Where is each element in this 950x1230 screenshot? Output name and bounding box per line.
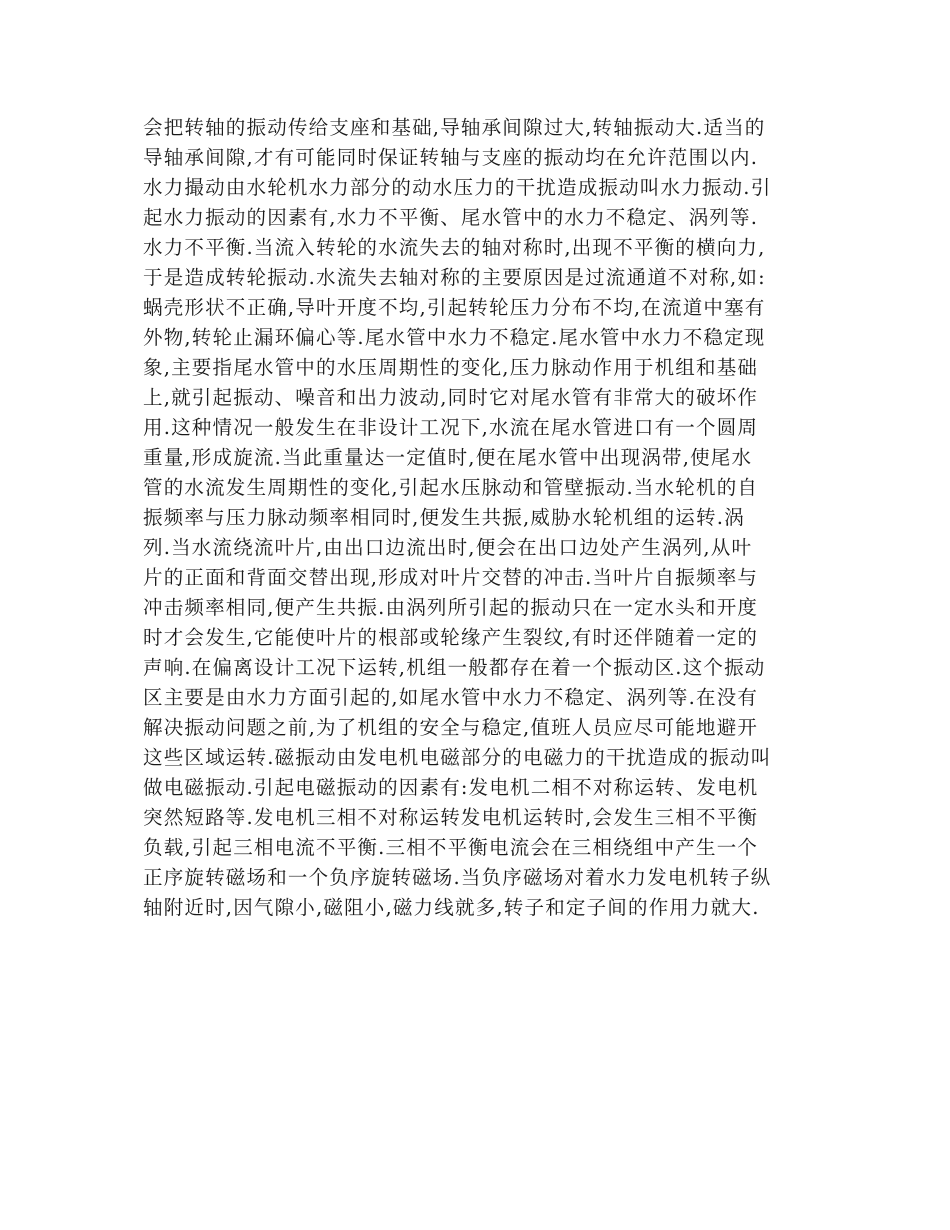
text-line: 这些区域运转.磁振动由发电机电磁部分的电磁力的干扰造成的振动叫 [143, 746, 772, 769]
text-line: 重量,形成旋流.当此重量达一定值时,便在尾水管中出现涡带,使尾水 [143, 446, 753, 469]
text-line: 管的水流发生周期性的变化,引起水压脉动和管壁振动.当水轮机的自 [143, 476, 759, 499]
text-line: 解决振动问题之前,为了机组的安全与稳定,值班人员应尽可能地避开 [143, 716, 759, 739]
text-line: 起水力振动的因素有,水力不平衡、尾水管中的水力不稳定、涡列等. [143, 206, 759, 229]
text-line: 上,就引起振动、噪音和出力波动,同时它对尾水管有非常大的破坏作 [143, 386, 759, 409]
text-line: 于是造成转轮振动.水流失去轴对称的主要原因是过流通道不对称,如: [143, 266, 766, 289]
text-line: 水力撮动由水轮机水力部分的动水压力的干扰造成振动叫水力振动.引 [143, 176, 772, 199]
text-line: 轴附近时,因气隙小,磁阻小,磁力线就多,转子和定子间的作用力就大. [143, 896, 760, 919]
body-text [143, 113, 823, 923]
text-line: 导轴承间隙,才有可能同时保证转轴与支座的振动均在允许范围以内. [143, 146, 759, 169]
text-line: 振频率与压力脉动频率相同时,便发生共振,威胁水轮机组的运转.涡 [143, 506, 745, 529]
text-line: 冲击频率相同,便产生共振.由涡列所引起的振动只在一定水头和开度 [143, 596, 759, 619]
text-line: 区主要是由水力方面引起的,如尾水管中水力不稳定、涡列等.在没有 [143, 686, 759, 709]
text-line: 外物,转轮止漏环偏心等.尾水管中水力不稳定.尾水管中水力不稳定现 [143, 326, 766, 349]
text-line: 片的正面和背面交替出现,形成对叶片交替的冲击.当叶片自振频率与 [143, 566, 759, 589]
text-line: 负载,引起三相电流不平衡.三相不平衡电流会在三相绕组中产生一个 [143, 836, 759, 859]
text-line: 时才会发生,它能使叶片的根部或轮缘产生裂纹,有时还伴随着一定的 [143, 626, 759, 649]
text-line: 正序旋转磁场和一个负序旋转磁场.当负序磁场对着水力发电机转子纵 [143, 866, 772, 889]
text-line: 突然短路等.发电机三相不对称运转发电机运转时,会发生三相不平衡 [143, 806, 759, 829]
text-line: 水力不平衡.当流入转轮的水流失去的轴对称时,出现不平衡的横向力, [143, 236, 766, 259]
text-line: 做电磁振动.引起电磁振动的因素有:发电机二相不对称运转、发电机 [143, 776, 759, 799]
text-line: 会把转轴的振动传给支座和基础,导轴承间隙过大,转轴振动大.适当的 [143, 116, 766, 139]
text-line: 用.这种情况一般发生在非设计工况下,水流在尾水管进口有一个圆周 [143, 416, 759, 439]
text-line: 列.当水流绕流叶片,由出口边流出时,便会在出口边处产生涡列,从叶 [143, 536, 753, 559]
text-line: 声响.在偏离设计工况下运转,机组一般都存在着一个振动区.这个振动 [143, 656, 766, 679]
text-line: 蜗壳形状不正确,导叶开度不均,引起转轮压力分布不均,在流道中塞有 [143, 296, 766, 319]
text-line: 象,主要指尾水管中的水压周期性的变化,压力脉动作用于机组和基础 [143, 356, 759, 379]
